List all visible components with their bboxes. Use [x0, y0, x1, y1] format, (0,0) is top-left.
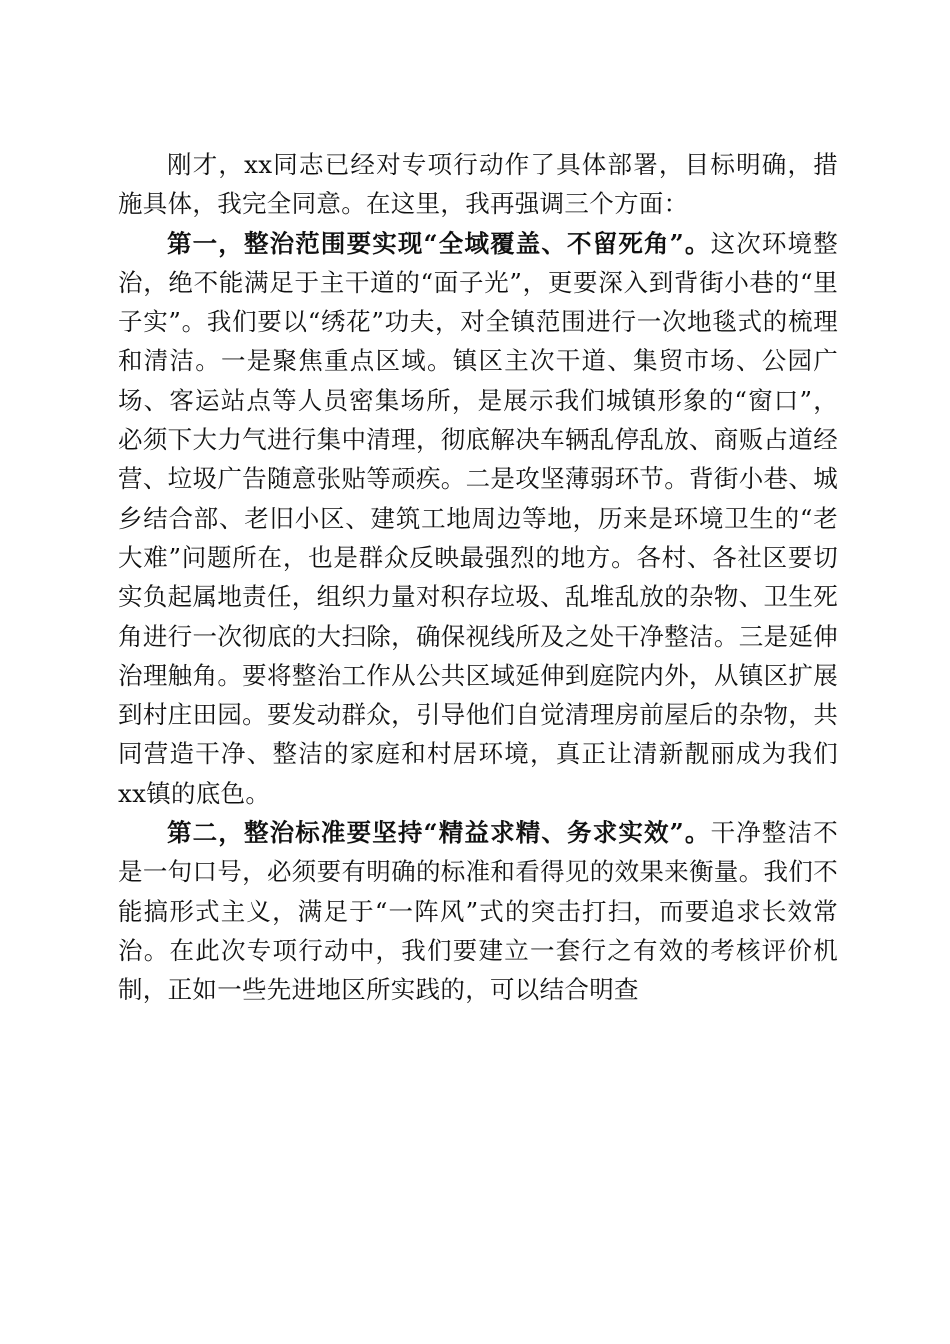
paragraph-second-heading: 第二，整治标准要坚持“精益求精、务求实效”。 — [167, 818, 711, 848]
paragraph-first-point — [118, 224, 838, 813]
paragraph-second-text: 干净整洁不是一句口号，必须要有明确的标准和看得见的效果来衡量。我们不能搞形式主义，满足于“一阵风”式的突击打扫，而要追求长效常治。在此次专项行动中，我们要建立一套行之有效的考核评价机制，正如一些先进地区所实践的，可以结合明查 — [118, 818, 838, 1005]
paragraph-first-heading: 第一，整治范围要实现“全域覆盖、不留死角”。 — [167, 228, 711, 258]
paragraph-first-text: 这次环境整治，绝不能满足于主干道的“面子光”，更要深入到背街小巷的“里子实”。我们要以“绣花”功夫，对全镇范围进行一次地毯式的梳理和清洁。一是聚焦重点区域。镇区主次干道、集贸市场、公园广场、客运站点等人员密集场所，是展示我们城镇形象的“窗口”，必须下大力气进行集中清理，彻底解决车辆乱停乱放、商贩占道经营、垃圾广告随意张贴等顽疾。二是攻坚薄弱环节。背街小巷、城乡结合部、老旧小区、建筑工地周边等地，历来是环境卫生的“老大难”问题所在，也是群众反映最强烈的地方。各村、各社区要切实负起属地责任，组织力量对积存垃圾、乱堆乱放的杂物、卫生死角进行一次彻底的大扫除，确保视线所及之处干净整洁。三是延伸治理触角。要将整治工作从公共区域延伸到庭院内外，从镇区扩展到村庄田园。要发动群众，引导他们自觉清理房前屋后的杂物，共同营造干净、整洁的家庭和村居环境，真正让清新靓丽成为我们xx镇的底色。 — [118, 228, 838, 808]
paragraph-second-point — [118, 813, 838, 1009]
document-body — [118, 145, 838, 1010]
paragraph-intro — [118, 145, 838, 224]
paragraph-intro-text: 刚才，xx同志已经对专项行动作了具体部署，目标明确，措施具体，我完全同意。在这里，我再强调三个方面： — [118, 150, 838, 219]
